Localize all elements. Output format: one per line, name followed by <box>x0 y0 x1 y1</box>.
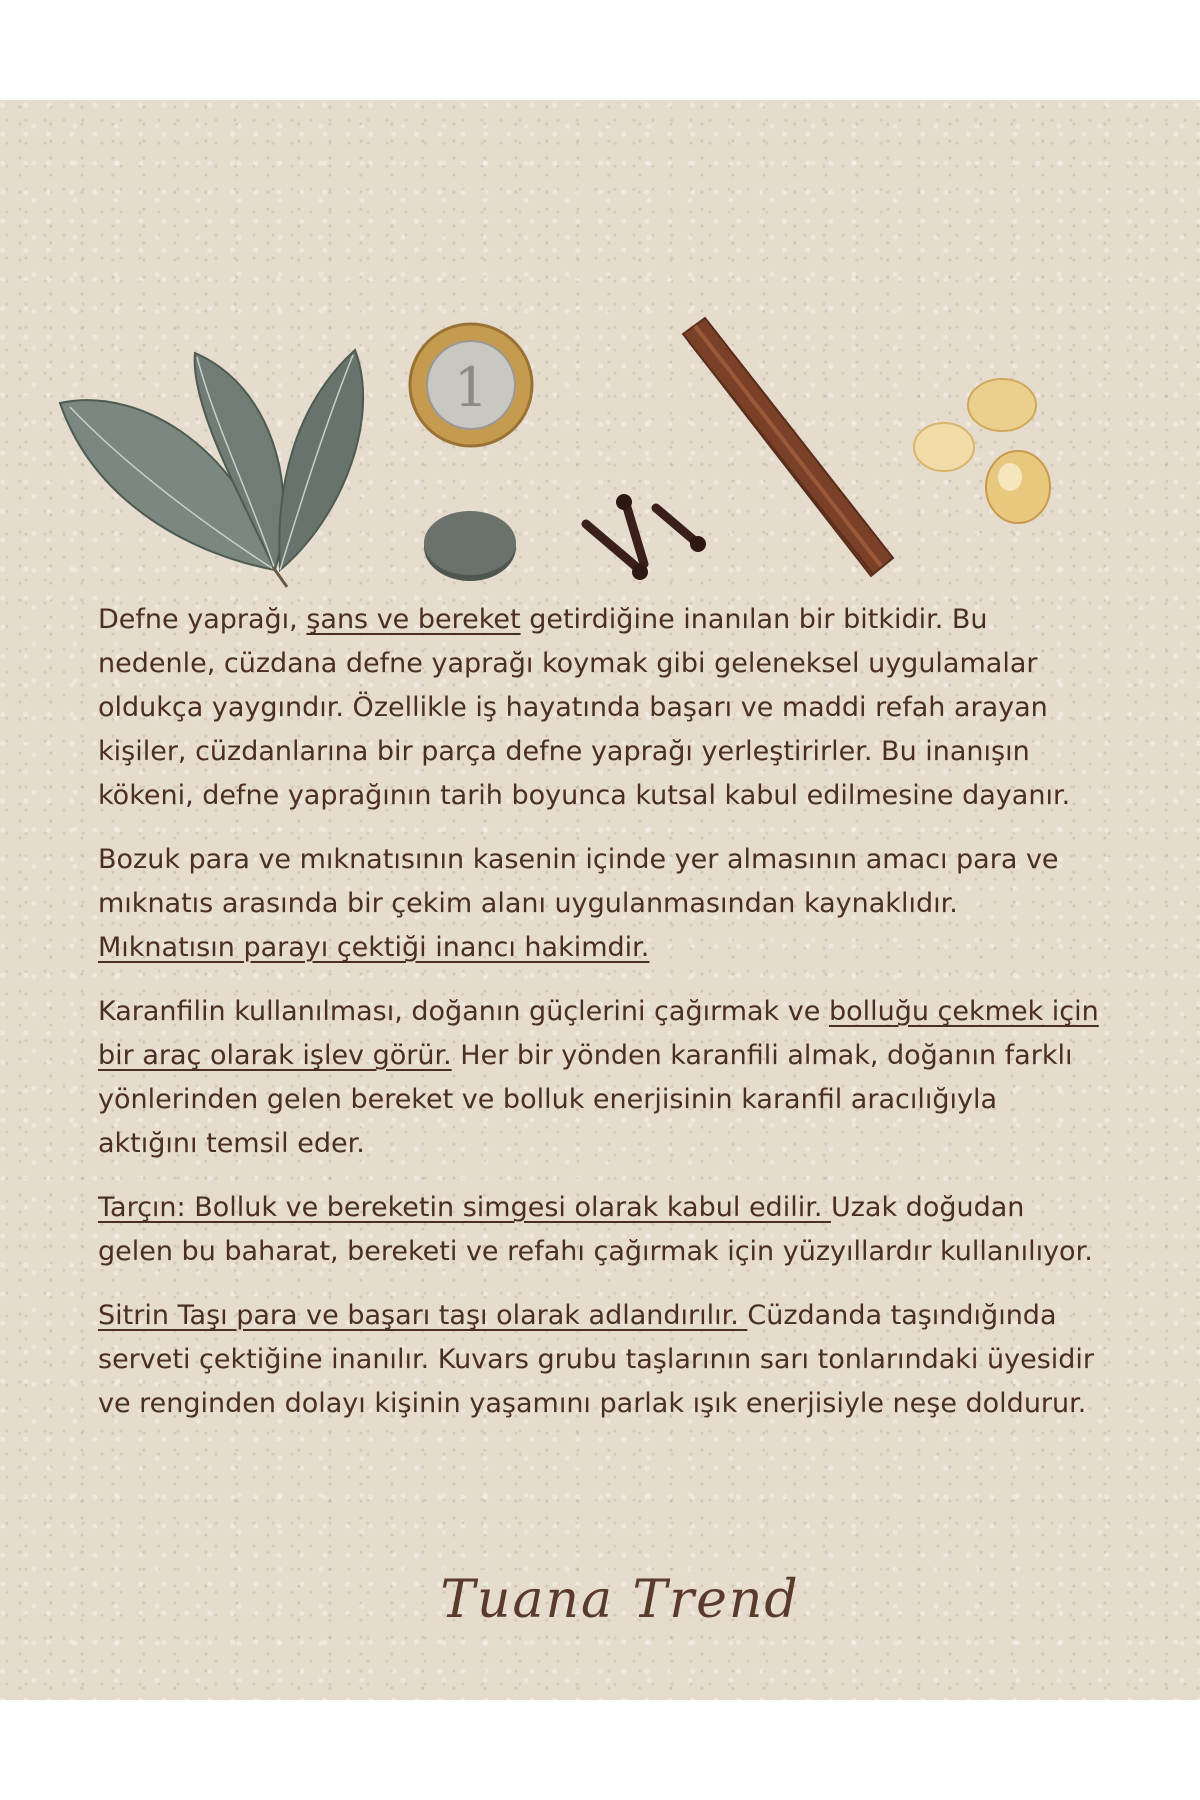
paragraph-coin-magnet: Bozuk para ve mıknatısının kasenin içinde yer almasının amacı para ve mıknatıs arasında bir çekim alanı uygulanmasından kaynaklıdır. Mıknatısın parayı çektiği inancı hakimdir. <box>98 844 1059 963</box>
magnet-icon <box>420 505 520 585</box>
svg-text:1: 1 <box>453 356 489 419</box>
cinnamon-stick-icon <box>675 312 900 582</box>
coin-icon <box>408 322 534 448</box>
citrine-stone-icon <box>912 375 1062 530</box>
ritual-items-row <box>0 100 1200 520</box>
brand-signature: Tuana Trend <box>440 1570 800 1630</box>
paragraph-citrine: Sitrin Taşı para ve başarı taşı olarak adlandırılır. Cüzdanda taşındığında serveti çektiğine inanılır. Kuvars grubu taşlarının sarı tonlarındaki üyesidir ve renginden dolayı kişinin yaşamını parlak ışık enerjisiyle neşe doldurur. <box>98 1300 1095 1419</box>
info-card <box>0 100 1200 1700</box>
bay-leaf-icon <box>55 345 365 590</box>
paragraph-bay-leaf: Defne yaprağı, şans ve bereket getirdiğine inanılan bir bitkidir. Bu nedenle, cüzdana defne yaprağı koymak gibi geleneksel uygulamalar oldukça yaygındır. Özellikle iş hayatında başarı ve maddi refah arayan kişiler, cüzdanlarına bir parça defne yaprağı yerleştirirler. Bu inanışın kökeni, defne yaprağının tarih boyunca kutsal kabul edilmesine dayanır. <box>98 604 1071 811</box>
paragraph-clove: Karanfilin kullanılması, doğanın güçlerini çağırmak ve bolluğu çekmek için bir araç olarak işlev görür. Her bir yönden karanfili almak, doğanın farklı yönlerinden gelen bereket ve bolluk enerjisinin karanfil aracılığıyla aktığını temsil eder. <box>98 996 1099 1159</box>
description-text <box>98 598 1103 1446</box>
paragraph-cinnamon: Tarçın: Bolluk ve bereketin simgesi olarak kabul edilir. Uzak doğudan gelen bu baharat, bereketi ve refahı çağırmak için yüzyıllardır kullanılıyor. <box>98 1192 1093 1267</box>
